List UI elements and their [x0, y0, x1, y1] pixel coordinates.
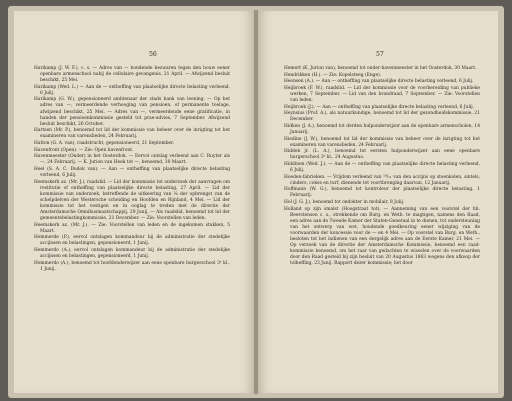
index-entry: Harikamp (J. W. F.), c. s. — Adres van — bondende bezwaren tegen den bouw eener openbare armenschool nabij de cellulaire gevangenis, 21 April. — Afwijzend besluit beschikt, 25 Mei. [34, 66, 230, 84]
index-entry: Hartsen (Mr. P.), benoemd tot lid der kommissie van beheer over de inrigting tot het examineren van varenslieden, 24 Februarij. [34, 128, 230, 140]
right-page [258, 11, 498, 393]
index-entry: Hoffmann (W. G.), benoemd tot kontroleur der plaatselijke directe belasting, 1 Februarij. [284, 187, 480, 199]
index-entry: Hoeden-fabrieken. — Vrijdom verleend van ¹⁰/₁₁ van den accijns op steenkolen, sintels, cinders, cokes en turf, dienende tot voortbrenging daarvan, 12 Januarij. [284, 174, 480, 186]
index-entry: Havenmeester (Onder) in het Oosterdok. — Eervol ontslag verleend aan C. Ruyter als —, 24 Februarij. — K. Jurion van Heek tot —, benoemd, 30 Maart. [34, 154, 230, 166]
index-entry: Heel (S. A. C. Dudok van). — Aan — ontheffing van plaatselijke directe belasting verleend, 6 Julij. [34, 166, 230, 178]
page-number-left: 56 [149, 51, 157, 58]
open-book [8, 6, 504, 398]
index-entry: Heijbroek (J.). — Aan — ontheffing van plaatselijke directe belasting verleend, 6 Julij. [284, 104, 475, 110]
index-entry: Hidken (J. A.), benoemd tot derden hulponderwijzer aan de openbare armenscholen, 14 Januarij. [284, 123, 480, 136]
index-entry: Hiedine (J. W.), benoemd tot lid der kommissie van beheer over de inrigting tot het examineren van varenslieden, 24 Februarij. [284, 136, 480, 148]
index-entry: Heemskerk az. (Mr. J.). — Zie: Voorstellen van leden en de ingekomen stukken, 5 Maart. [34, 222, 230, 234]
index-entry: Heijbroek (F. W.), raadslid. — Lid der kommissie voor de voorbereiding van publieke werken, 7 September. — Lid van den brandraad, 7 September. — Zie: Voorstellen van leden. [284, 85, 480, 104]
index-entry: Heynsius (Prof. A.), als natuurkundige, benoemd tot lid der gezondheidskommissie, 21 December. [284, 111, 480, 123]
index-entry: Hiddinen (Wed. J.). — Aan de — ontheffing van plaatselijke directe belasting verleend, 6 Julij. [284, 162, 480, 174]
page-number-right: 57 [376, 51, 384, 58]
index-entry: Havenfront (Open). — Zie: Open havenfront. [34, 147, 134, 153]
index-entry: Hemmerde (P.), eervol ontslagen kommandeur bij de administratie der stedelijke accijnsen en belastingen, gepensioneerd, 1 Junij. [34, 235, 230, 247]
index-entry: Hemmerdo (A.), eervol ontslagen kommandeur bij de administratie der stedelijke accijnsen en belastingen, gepensioneerd, 1 Junij. [34, 247, 230, 259]
index-entry: Hemert (K. Jurion van), benoemd tot onder-havenmeester in het Oosterdok, 30 Maart. [284, 66, 477, 71]
index-entry: Heemskerk az. (Mr. J.), raadslid. — Lid der kommissie tot onderzoek der aanvragen om restitutie of ontheffing van plaatselijke directe belasting, 27 April. — Lid der kommissie van onderzoek, betreffende de uitkeering van ¼ der opbrengst van de schelpdelven der Westersche scheiding en Hoofden en Rijnland, 4 Mei. — Lid der kommissie tot het vestigen en in ooglag te treden met de directie der Amsterdamsche Omnibusmaatschappij, 29 Junij. — Als raadslid, benoemd tot lid der gemeentebelastingkommissie, 21 December. — Zie: Voorstellen van leden. [34, 179, 230, 221]
left-page-text [34, 66, 230, 273]
index-entry: Hatton (G. A. van), raadstrucht, gepensioneerd, 21 September. [34, 140, 175, 146]
left-page [14, 11, 254, 393]
right-page-text [284, 66, 480, 268]
index-entry: Hiddek jr. (L. A.), benoemd tot eersten hulponderwijzer aan eene openbare burgerschool 3ᵉ kl., 24 Augustus. [284, 149, 480, 161]
index-entry: Holland op zijn smalst (Hoogstraat tot). — Aanneming van een voorstel der hh. Beerstensen c. s., strekkende om Burg. en Weth. te magtigen, namens den Raad, een adres aan de Tweede Kamer der Staten-Generaal in te dienen, tot ondersteuning van het ontwerp van wet, houdende goedkeuring eener wijziging van de voorwaarden der koncessie voor de — en 4 Mei. — Op voorstel van Burg. en Weth., besloten tot het indienen van een dergelijk adres aan de Eerste Kamer, 21 Mei. — Op verzoek van de directie der Amsterdamsche Kommissie, benoemd een raad-kommissie benoemd, om het raar van gedachten te wisselen over de voorwaarden door den Raad gesteld bij zijn besluit van 20 Augustus 1863 wegens den afkoop der tolheffing, 23 Junij. Rapport dezer kommissie; het door [284, 206, 480, 267]
index-entry: Harikamp (Wed. L.) — Aan de — ontheffing van plaatselijke directe belasting verleend, 6 Julij. [34, 84, 230, 96]
index-entry: Heonsen (A.). — Aan — ontheffing van plaatselijke directe belasting verleend, 6 Julij. [284, 79, 474, 85]
index-entry: Hol (J. G. J.), benoemd tot ondokter in mobilair, 8 Julij. [284, 200, 405, 206]
index-entry: Harikamp (G. W.), gepensioneerd ambtenaar der stads bank van leening. — Op het adres van —, vermeerdende verhooging van pensioen, of permanente toelage, afwijzend beschikt, 25 Mei. — Adres van —, vermeerdende eene gratificatie, in handen der pensioenkommissie gesteld tot prae-advies, 7 September. Afwijzend besluit beschikt, 26 October. [34, 97, 230, 127]
index-entry: Hemmerdo (A.), benoemd tot hoofdonderwijzer aan eene openbare burgerschool 3ᵉ kl., 1 Junij. [34, 260, 230, 272]
index-entry: Hendrikken (H.). — Zie: Kopelsteeg (Enge). [284, 72, 382, 78]
